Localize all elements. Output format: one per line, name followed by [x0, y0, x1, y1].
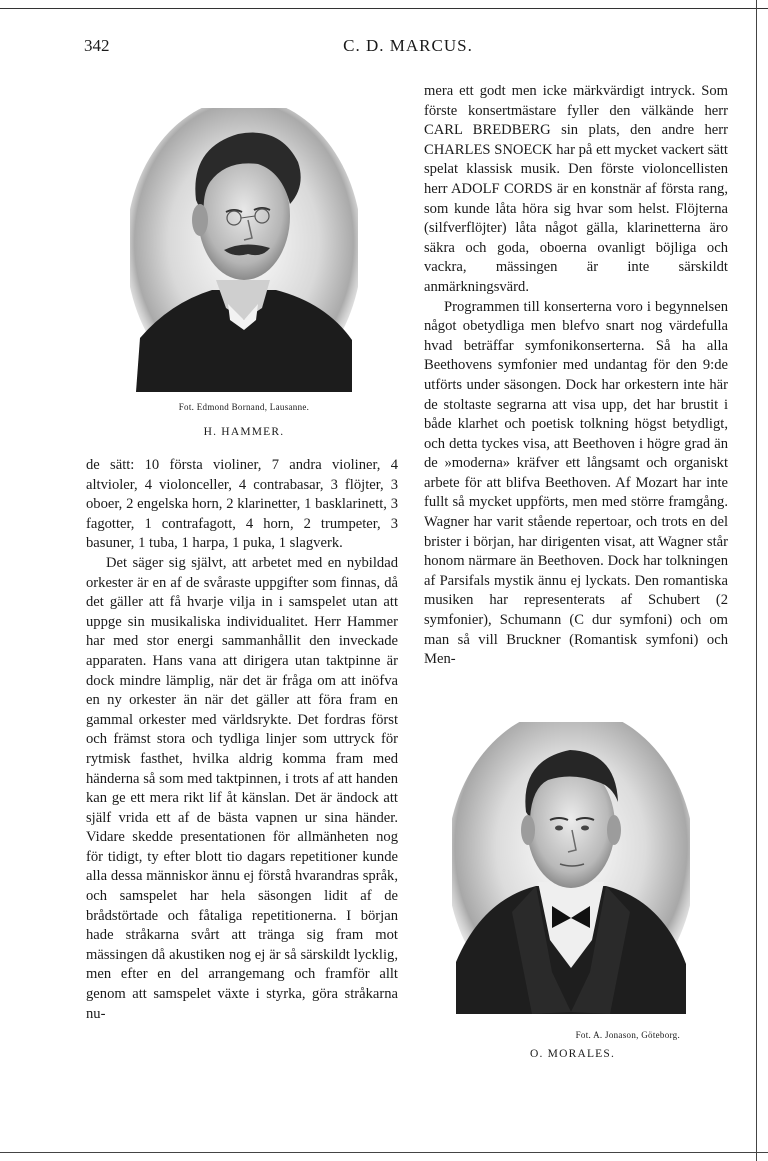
page-number: 342 — [84, 36, 110, 55]
photo-credit-morales: Fot. A. Jonason, Göteborg. — [575, 1030, 680, 1040]
photo-credit-hammer: Fot. Edmond Bornand, Lausanne. — [178, 402, 310, 412]
left-column-text — [86, 456, 398, 1024]
caption-hammer: H. HAMMER. — [203, 426, 285, 438]
left-paragraph-1: de sätt: 10 första violiner, 7 andra violiner, 4 altvioler, 4 violonceller, 4 contrabasar, 3 flöjter, 3 oboer, 2 engelska horn, 2 klarinetter, 1 basklarinett, 3 fagotter, 1 contrafagott, 4 horn, 2 trumpeter, 3 basuner, 1 tuba, 1 harpa, 1 puka, 1 slagverk. — [86, 457, 398, 552]
page-right-edge — [756, 0, 757, 1161]
right-column-text — [424, 82, 728, 670]
portrait-morales-image — [452, 722, 690, 1014]
running-head — [84, 36, 732, 60]
running-title: C. D. MARCUS. — [343, 36, 473, 55]
left-paragraph-2: Det säger sig självt, att arbetet med en nybildad orkester är en af de svåraste uppgifter som finnas, då det gäller att få hvarje vilja in i samspelet utan att uppge sin musikaliska individualitet. Herr Hammer har med stor energi sammanhållit den inveckade apparaten. Hans vana att dirigera utan taktpinne är dock mindre lämplig, när det är fråga om att inöfva en ny orkester än när det gäller att föra fram en gammal orkester med världsrykte. Det fordras först och främst stora och tydliga linjer som uttryck för rytmisk fasthet, hvilka aldrig komma fram med händerna så som med taktpinnen, i trots af att handen kan ge ett mera rikt lif åt känslan. Det är ändock att själf vrida ett af de bästa vapnen ur sina händer. Vidare skedde presentationen för allmänheten nog för tidigt, ty efter blott tio dagars repetitioner kunde alla dessa människor ännu ej förstå hvarandras språk, och samspelet har hela säsongen lidit af de brådstörtade och fåtaliga repetitionerna. I början hade stråkarna svårt att tränga sig fram mot mässingen då akustiken nog ej är så särskildt lycklig, men efter en del arrangemang och framför allt genom att samspelet växte i styrka, göra stråkarna nu- — [86, 554, 398, 1022]
page-top-edge — [0, 0, 768, 9]
right-paragraph-2: Programmen till konserterna voro i begynnelsen något obetydliga men blefvo snart nog värdefulla hvad beträffar symfonikonserterna. Så ha alla Beethovens symfonier med undantag för den 9:de utförts under säsongen. Dock har orkestern inte här de stoltaste segrarna att visa upp, det har brustit i både klarhet och poetisk tolkning högst betydligt, och detta tyckes visa, att Beethoven i högre grad än de »moderna» kräfver ett långsamt och organiskt arbete för att blifva Beethoven. Af Mozart har inte fullt så mycket uppförts, men med större framgång. Wagner har varit stående repertoar, och trots en del brister i början, har dirigenten visat, att Wagner står honom närmare än Beethoven. Dock har tolkningen af Parsifals mystik ännu ej lyckats. Den romantiska musiken har representerats af Schubert (2 symfonier), Schumann (C dur symfoni) och om man så vill Bruckner (Romantisk symfoni) och Men- — [424, 298, 728, 668]
caption-morales: O. MORALES. — [530, 1048, 616, 1060]
portrait-morales — [452, 722, 690, 1014]
portrait-hammer-image — [130, 108, 358, 392]
page-bottom-edge — [0, 1152, 768, 1153]
portrait-hammer — [130, 108, 358, 392]
right-paragraph-1: mera ett godt men icke märkvärdigt intryck. Som förste konsertmästare fyller den välkände herr CARL BREDBERG sin plats, den andre herr CHARLES SNOECK har på ett mycket vackert sätt spelat klassisk musik. Den förste violoncellisten herr ADOLF CORDS är en konstnär af första rang, som kunde låta höra sig hvar som helst. Flöjterna (silfverflöjter) låta något gälla, klarinetterna äro säkra och goda, oboerna ovanligt böjliga och vackra, mässingen är inte särskildt anmärkningsvärd. — [424, 83, 728, 295]
